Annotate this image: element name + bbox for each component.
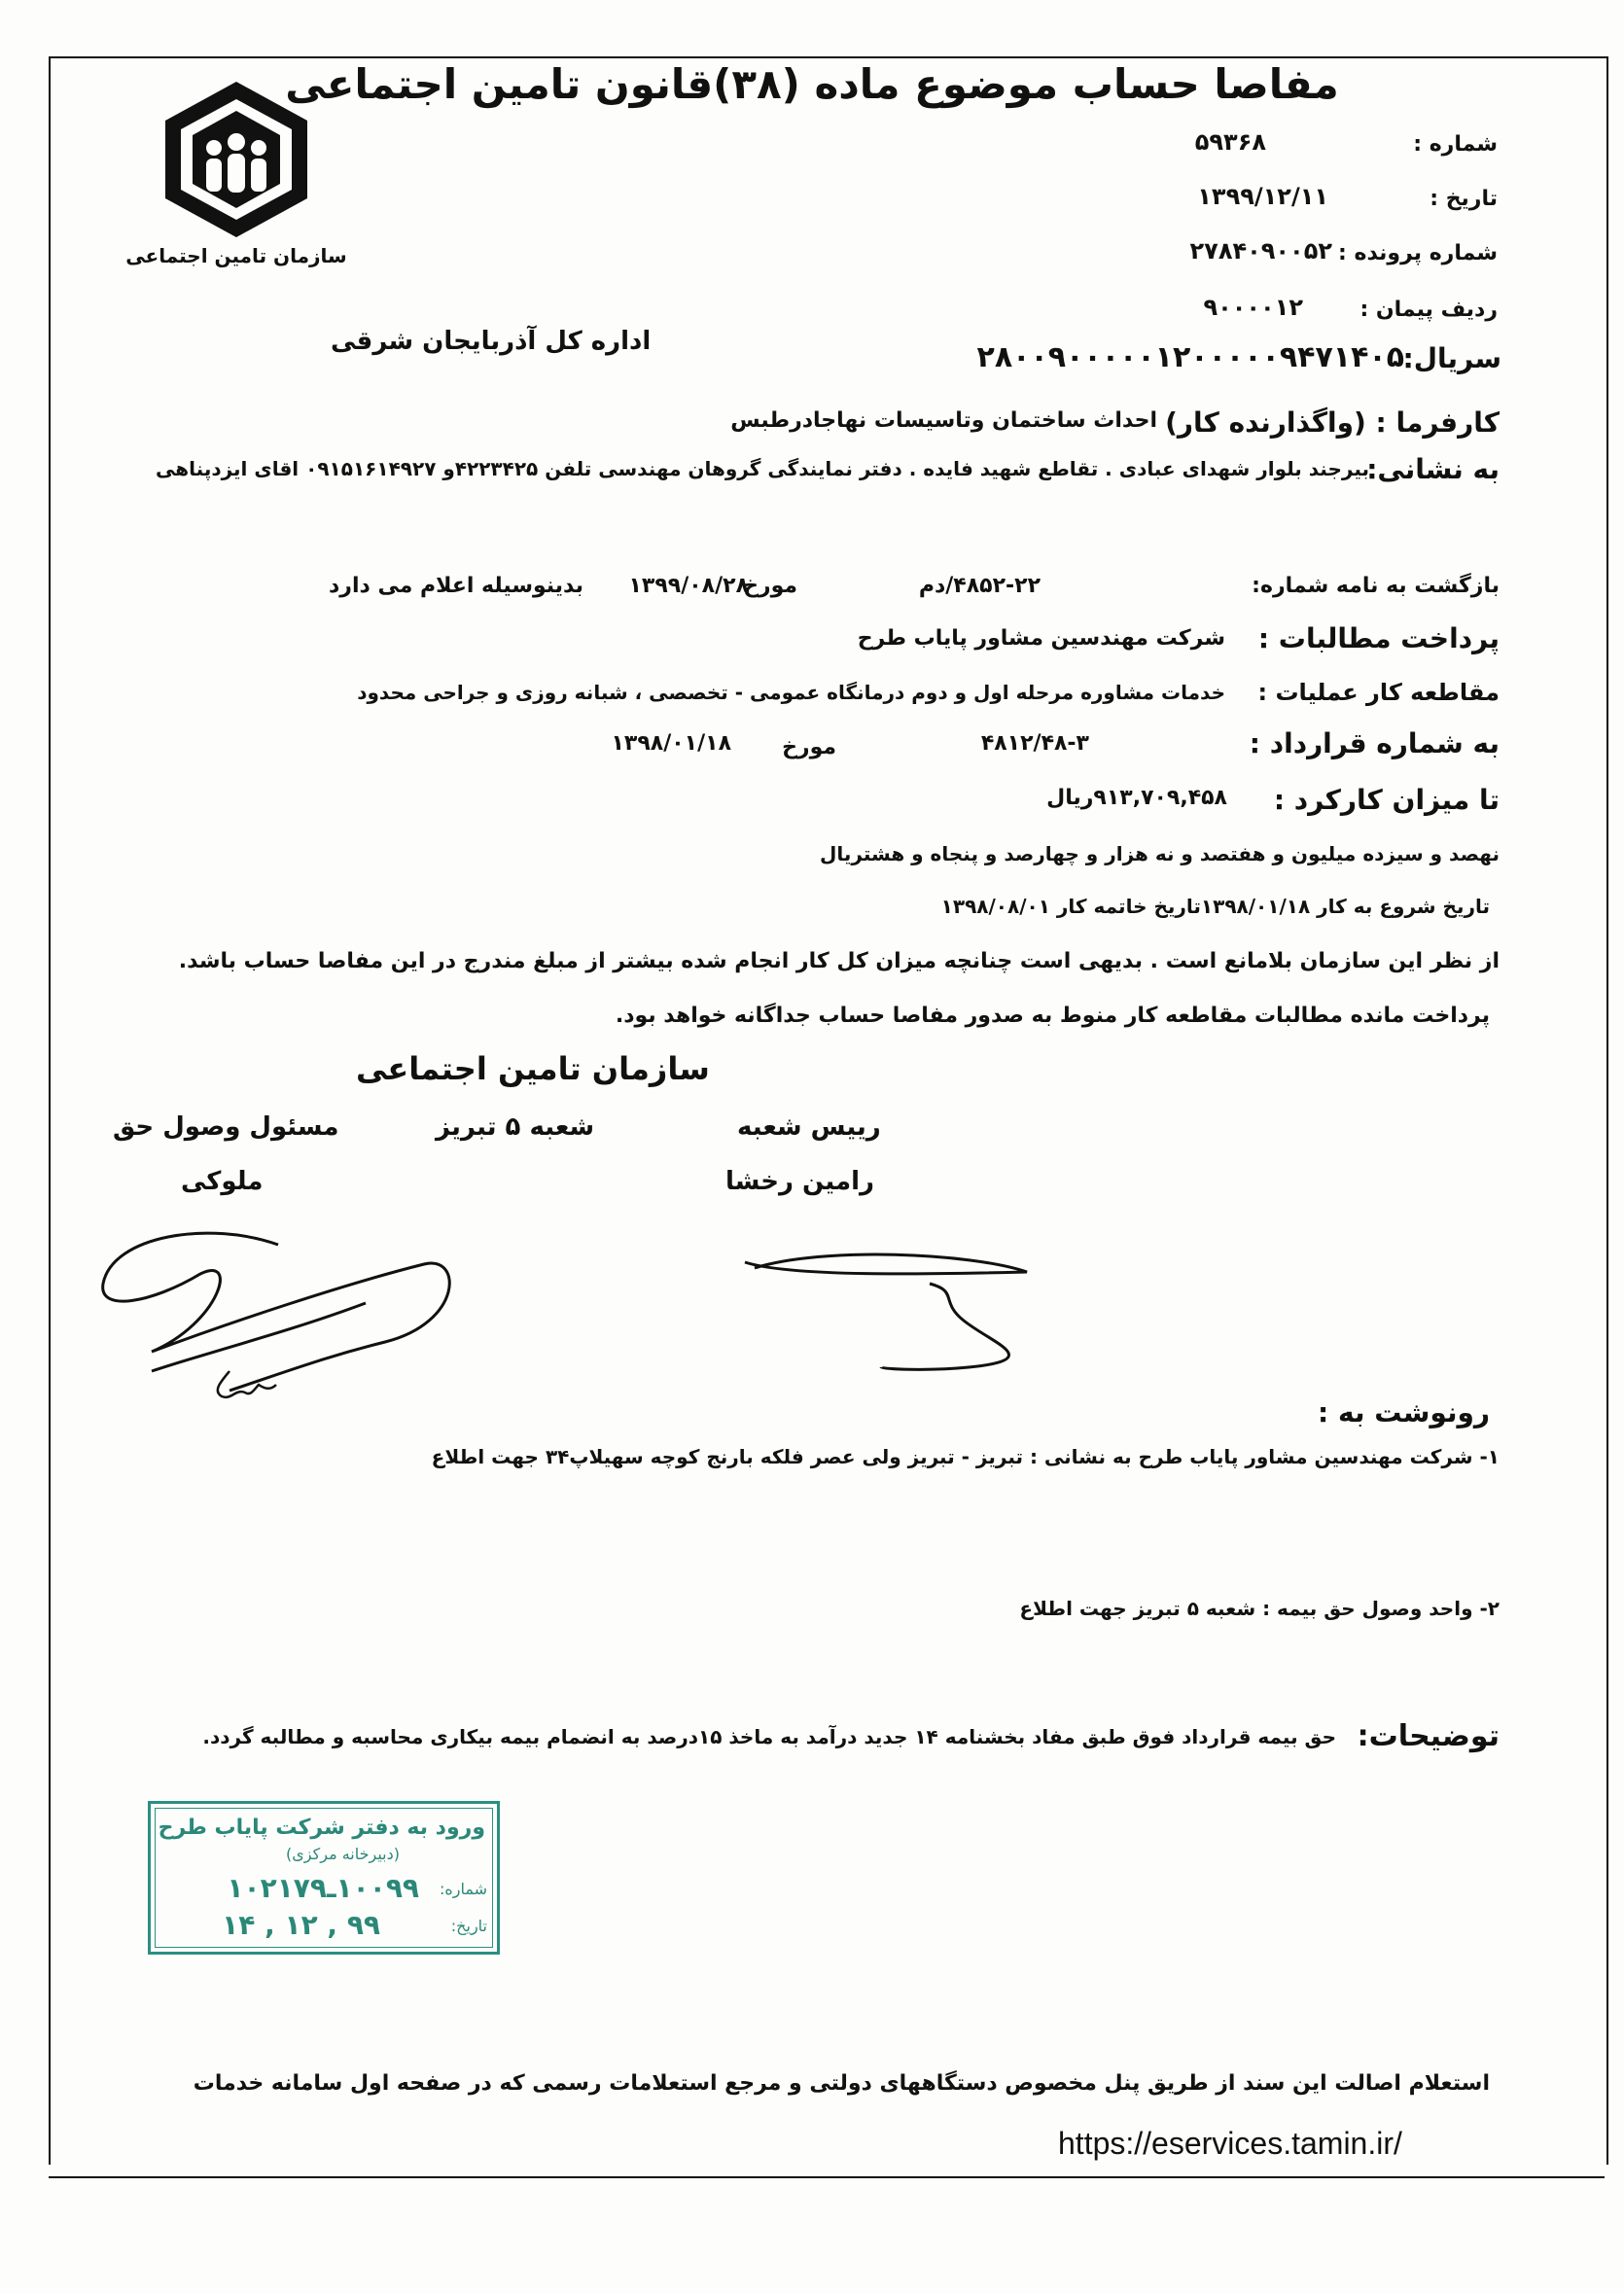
operations-value: خدمات مشاوره مرحله اول و دوم درمانگاه عمومی - تخصصی ، شبانه روزی و جراحی محدود	[357, 681, 1225, 704]
amount-label: تا میزان کارکرد :	[1273, 784, 1500, 816]
branch-head-signature	[735, 1243, 1066, 1389]
copies-label: رونوشت به :	[1318, 1396, 1490, 1429]
office-entry-stamp	[148, 1801, 500, 1955]
payment-label: پرداخت مطالبات :	[1257, 622, 1500, 654]
ref-dated-label: مورخ	[743, 574, 797, 598]
office-name: اداره کل آذربایجان شرقی	[331, 327, 652, 356]
contract-dated-label: مورخ	[782, 735, 836, 759]
contract-date: ۱۳۹۸/۰۱/۱۸	[611, 731, 731, 756]
payment-value: شرکت مهندسین مشاور پایاب طرح	[857, 626, 1225, 651]
branch-head-name: رامین رخشا	[725, 1167, 874, 1196]
address-value: بیرجند بلوار شهدای عبادی . تقاطع شهید فایده . دفتر نمایندگی گروهان مهندسی تلفن ۴۲۲۳۴۲۵و ۰۹۱۵۱۶۱۴۹۲۷ اقای ایزدپناهی	[156, 457, 1369, 480]
stamp-date-label: تاریخ:	[450, 1917, 487, 1935]
serial-value: ۲۸۰۰۹۰۰۰۰۰۱۲۰۰۰۰۰۹۴۷۱۴۰۵	[976, 340, 1404, 374]
collector-name: ملوکی	[181, 1167, 264, 1196]
collector-signature	[93, 1225, 482, 1410]
signature-org: سازمان تامین اجتماعی	[356, 1050, 710, 1087]
file-number-value: ۲۷۸۴۰۹۰۰۵۲	[1189, 237, 1332, 265]
stamp-title: ورود به دفتر شرکت پایاب طرح	[158, 1816, 485, 1840]
stamp-number-label: شماره:	[439, 1880, 487, 1898]
stamp-number-value: ۱۰۰۹۹ـ۱۰۲۱۷۹	[227, 1872, 419, 1904]
org-logo-icon	[125, 78, 347, 272]
footer-rule	[49, 2176, 1605, 2178]
serial-label: سریال:	[1402, 342, 1501, 374]
stamp-date-value: ۹۹ , ۱۲ , ۱۴	[222, 1909, 380, 1941]
amount-value: ۹۱۳,۷۰۹,۴۵۸ریال	[1046, 786, 1227, 810]
contract-label: به شماره قرارداد :	[1249, 727, 1500, 759]
stamp-subtitle: (دبیرخانه مرکزی)	[286, 1845, 400, 1863]
amount-in-words: نهصد و سیزده میلیون و هفتصد و نه هزار و چهارصد و پنجاه و هشتریال	[820, 842, 1500, 865]
address-label: به نشانی:	[1366, 453, 1500, 485]
work-dates: تاریخ شروع به کار ۱۳۹۸/۰۱/۱۸تاریخ خاتمه کار ۱۳۹۸/۰۸/۰۱	[940, 895, 1490, 918]
verification-note: استعلام اصالت این سند از طریق پنل مخصوص دستگاههای دولتی و مرجع استعلامات رسمی که در صفحه اول سامانه خدمات	[193, 2071, 1490, 2096]
employer-value: احداث ساختمان وتاسیسات نهاجادرطبس	[730, 408, 1157, 433]
date-label: تاریخ :	[1430, 187, 1498, 211]
employer-label: کارفرما : (واگذارنده کار)	[1165, 406, 1500, 439]
org-logo	[125, 78, 347, 272]
notes-text: حق بیمه قرارداد فوق طبق مفاد بخشنامه ۱۴ جدید درآمد به ماخذ ۱۵درصد به انضمام بیمه بیکاری محاسبه و مطالبه گردد.	[202, 1725, 1336, 1748]
org-logo-text: سازمان تامین اجتماعی	[125, 244, 347, 267]
file-number-label: شماره پرونده :	[1338, 241, 1498, 265]
notes-label: توضیحات:	[1357, 1719, 1500, 1753]
branch-name: شعبه ۵ تبریز	[436, 1112, 595, 1142]
verification-url[interactable]: https://eservices.tamin.ir/	[1058, 2126, 1402, 2161]
branch-head-title: رییس شعبه	[737, 1112, 881, 1142]
clearance-note: از نظر این سازمان بلامانع است . بدیهی است چنانچه میزان کل کار انجام شده بیشتر از مبلغ مندرج در این مفاصا حساب باشد.	[178, 949, 1500, 973]
collector-title: مسئول وصول حق	[113, 1112, 339, 1142]
ref-letter-date: ۱۳۹۹/۰۸/۲۸	[628, 574, 749, 598]
remaining-payment-note: پرداخت مانده مطالبات مقاطعه کار منوط به صدور مفاصا حساب جداگانه خواهد بود.	[615, 1004, 1490, 1028]
ref-letter-number: ۴۸۵۲-۲۲/دم	[918, 574, 1041, 598]
copy-item-2: ۲- واحد وصول حق بیمه : شعبه ۵ تبریز جهت اطلاع	[1019, 1597, 1500, 1620]
date-value: ۱۳۹۹/۱۲/۱۱	[1197, 183, 1328, 210]
number-label: شماره :	[1413, 132, 1498, 157]
copy-item-1: ۱- شرکت مهندسین مشاور پایاب طرح به نشانی : تبریز - تبریز ولی عصر فلکه بارنج کوچه سهیلاپ۳۴ جهت اطلاع	[431, 1445, 1500, 1468]
ref-letter-label: بازگشت به نامه شماره:	[1252, 574, 1500, 598]
announce-text: بدینوسیله اعلام می دارد	[329, 574, 583, 598]
number-value: ۵۹۳۶۸	[1194, 128, 1266, 156]
contract-number: ۴۸۱۲/۴۸-۳	[980, 731, 1089, 756]
contract-row-value: ۹۰۰۰۰۱۲	[1203, 294, 1303, 321]
document-title: مفاصا حساب موضوع ماده (۳۸)قانون تامین اجتماعی	[285, 60, 1339, 108]
operations-label: مقاطعه کار عملیات :	[1257, 679, 1500, 706]
contract-row-label: ردیف پیمان :	[1359, 298, 1498, 322]
